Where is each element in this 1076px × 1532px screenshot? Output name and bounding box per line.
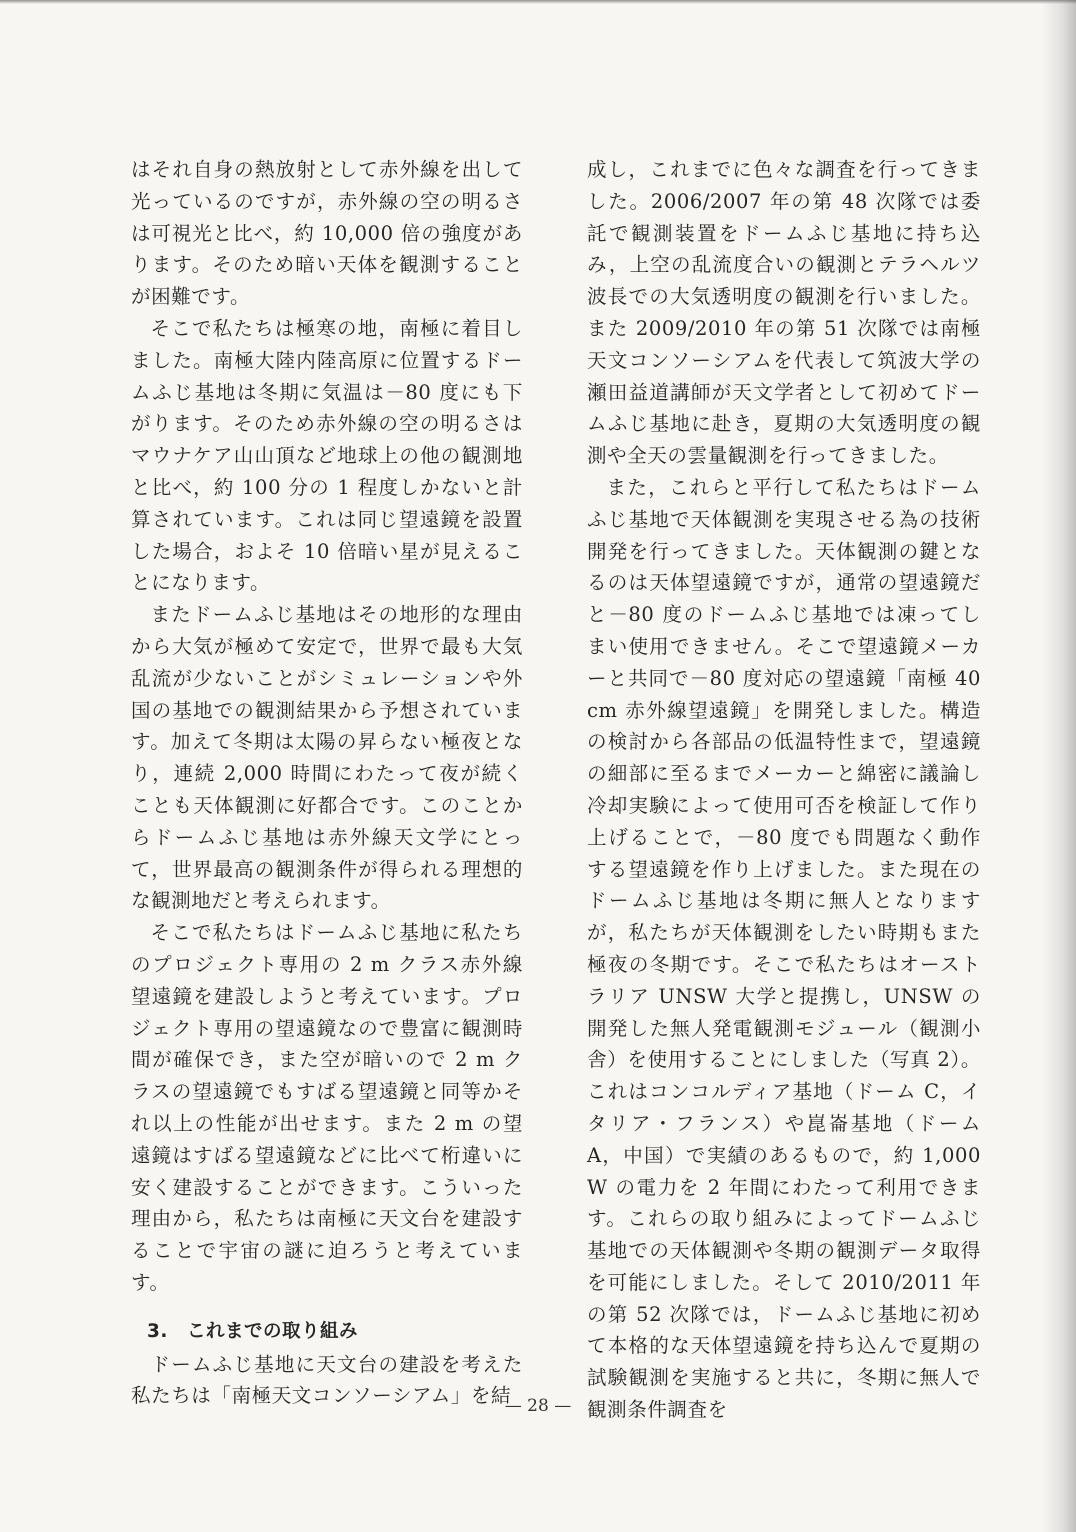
left-paragraph-3: またドームふじ基地はその地形的な理由から大気が極めて安定で，世界で最も大気乱流が少ないことがシミュレーションや外国の基地での観測結果から予想されています。加えて冬期は太陽の昇らない極夜となり，連続 2,000 時間にわたって夜が続くことも天体観測に好都合です。このことからドームふじ基地は赤外線天文学にとって，世界最高の観測条件が得られる理想的な観測地だと考えられます。	[131, 603, 523, 913]
section-heading	[131, 1315, 523, 1349]
right-paragraph-2: また，これらと平行して私たちはドームふじ基地で天体観測を実現させる為の技術開発を行ってきました。天体観測の鍵となるのは天体望遠鏡ですが，通常の望遠鏡だと－80 度のドームふじ基地では凍ってしまい使用できません。そこで望遠鏡メーカーと共同で－80 度対応の望遠鏡「南極 40 cm 赤外線望遠鏡」を開発しました。構造の検討から各部品の低温特性まで，望遠鏡の細部に至るまでメーカーと綿密に議論し冷却実験によって使用可否を検証して作り上げることで，－80 度でも問題なく動作する望遠鏡を作り上げました。また現在のドームふじ基地は冬期に無人となりますが，私たちが天体観測をしたい時期もまた極夜の冬期です。そこで私たちはオーストラリア UNSW 大学と提携し，UNSW の開発した無人発電観測モジュール（観測小舎）を使用することにしました（写真 2）。これはコンコルディア基地（ドーム C，イタリア・フランス）や崑崙基地（ドーム A，中国）で実績のあるもので，約 1,000 W の電力を 2 年間にわたって利用できます。これらの取り組みによってドームふじ基地での天体観測や冬期の観測データ取得を可能にしました。そして 2010/2011 年の第 52 次隊では，ドームふじ基地に初めて本格的な天体望遠鏡を持ち込んで夏期の試験観測を実施すると共に，冬期に無人で観測条件調査を	[587, 475, 981, 1422]
page-number: — 28 —	[504, 1396, 572, 1416]
section-title: これまでの取り組み	[187, 1320, 359, 1342]
page-binding-shadow	[1042, 0, 1076, 1532]
left-paragraph-1: はそれ自身の熱放射として赤外線を出して光っているのですが，赤外線の空の明るさは可視光と比べ，約 10,000 倍の強度があります。そのため暗い天体を観測することが困難です。	[131, 158, 523, 309]
right-paragraph-1: 成し，これまでに色々な調査を行ってきました。2006/2007 年の第 48 次隊では委託で観測装置をドームふじ基地に持ち込み，上空の乱流度合いの観測とテラヘルツ波長での大気透明度の観測を行いました。また 2009/2010 年の第 51 次隊では南極天文コンソーシアムを代表して筑波大学の瀬田益道講師が天文学者として初めてドームふじ基地に赴き，夏期の大気透明度の観測や全天の雲量観測を行ってきました。	[587, 158, 981, 468]
left-column	[131, 154, 523, 1412]
left-paragraph-2: そこで私たちは極寒の地，南極に着目しました。南極大陸内陸高原に位置するドームふじ基地は冬期に気温は－80 度にも下がります。そのため赤外線の空の明るさはマウナケア山山頂など地球上の他の観測地と比べ，約 100 分の 1 程度しかないと計算されています。これは同じ望遠鏡を設置した場合，およそ 10 倍暗い星が見えることになります。	[131, 316, 523, 595]
section-number: 3.	[147, 1320, 168, 1342]
left-paragraph-4: そこで私たちはドームふじ基地に私たちのプロジェクト専用の 2 m クラス赤外線望遠鏡を建設しようと考えています。プロジェクト専用の望遠鏡なので豊富に観測時間が確保でき，また空が暗いので 2 m クラスの望遠鏡でもすばる望遠鏡と同等かそれ以上の性能が出せます。また 2 m の望遠鏡はすばる望遠鏡などに比べて桁違いに安く建設することができます。こういった理由から，私たちは南極に天文台を建設することで宇宙の謎に迫ろうと考えています。	[131, 921, 523, 1294]
left-paragraph-5: ドームふじ基地に天文台の建設を考えた私たちは「南極天文コンソーシアム」を結	[131, 1352, 523, 1408]
right-column	[587, 154, 981, 1426]
page-top-edge	[0, 0, 1076, 4]
